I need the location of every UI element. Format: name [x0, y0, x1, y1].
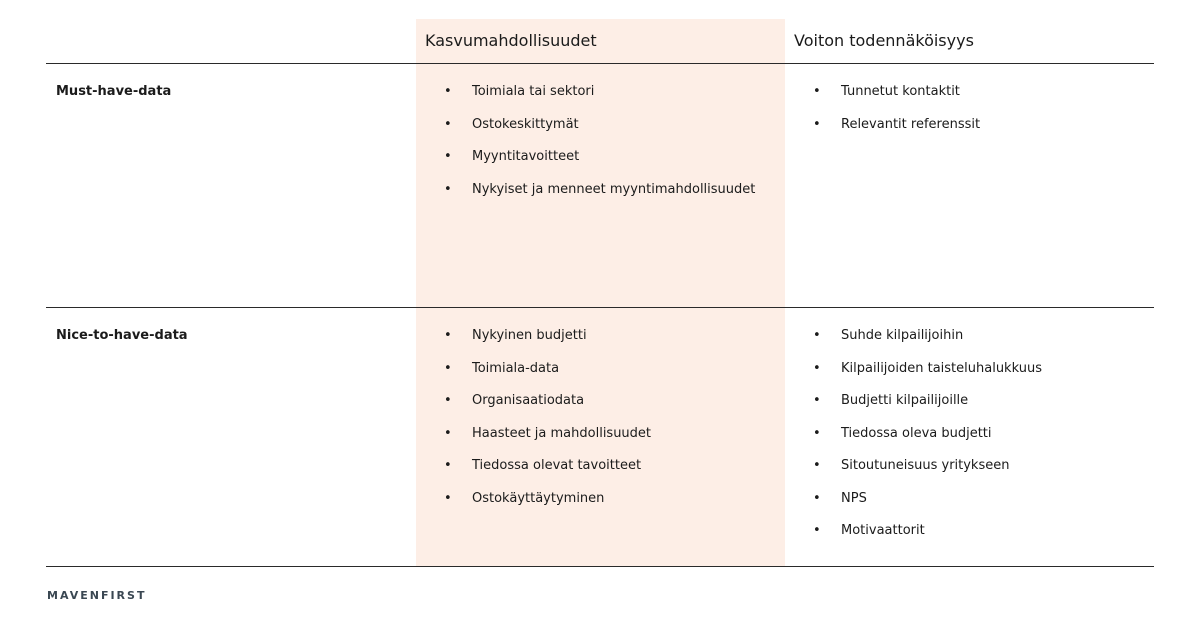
- list-item: [444, 181, 755, 214]
- row-label-nice-to-have: Nice-to-have-data: [56, 328, 188, 343]
- bullet-icon: •: [813, 116, 821, 132]
- list-item-text: Suhde kilpailijoihin: [841, 328, 964, 343]
- list-item: [444, 457, 651, 490]
- list-item: [444, 360, 651, 393]
- list-item-text: Budjetti kilpailijoille: [841, 393, 969, 408]
- list-item-text: Myyntitavoitteet: [472, 149, 580, 164]
- divider-bottom: [46, 566, 1154, 567]
- list-item: [813, 83, 980, 116]
- list-item-text: Toimiala-data: [472, 360, 560, 376]
- list-item: [444, 490, 651, 523]
- bullet-icon: •: [813, 523, 821, 538]
- list-item: [444, 327, 651, 360]
- list-item: [813, 116, 980, 149]
- list-item: [813, 360, 1042, 393]
- list-item-text: Tiedossa olevat tavoitteet: [472, 458, 642, 473]
- list-item: [444, 116, 755, 149]
- column-header-win-probability: Voiton todennäköisyys: [794, 31, 974, 50]
- list-item: [813, 425, 1042, 458]
- bullet-icon: •: [444, 328, 452, 343]
- bullet-icon: •: [444, 181, 452, 197]
- bullet-icon: •: [813, 393, 821, 408]
- list-item-text: NPS: [841, 490, 867, 506]
- nice-to-have-win-list: [813, 327, 1042, 555]
- column-header-growth: Kasvumahdollisuudet: [425, 31, 597, 50]
- bullet-icon: •: [813, 360, 821, 376]
- bullet-icon: •: [444, 425, 452, 441]
- list-item: [444, 148, 755, 181]
- bullet-icon: •: [813, 458, 821, 473]
- list-item-text: Ostokeskittymät: [472, 116, 579, 132]
- bullet-icon: •: [813, 328, 821, 343]
- bullet-icon: •: [444, 458, 452, 473]
- list-item: [813, 392, 1042, 425]
- nice-to-have-growth-list: [444, 327, 651, 522]
- row-label-must-have: Must-have-data: [56, 84, 172, 99]
- list-item: [444, 83, 755, 116]
- list-item: [813, 457, 1042, 490]
- list-item-text: Organisaatiodata: [472, 393, 585, 408]
- must-have-win-list: [813, 83, 980, 148]
- bullet-icon: •: [444, 490, 452, 506]
- list-item-text: Relevantit referenssit: [841, 116, 981, 132]
- list-item-text: Toimiala tai sektori: [472, 84, 595, 99]
- must-have-growth-list: [444, 83, 755, 213]
- list-item-text: Tunnetut kontaktit: [841, 84, 960, 99]
- list-item-text: Ostokäyttäytyminen: [472, 490, 605, 506]
- list-item-text: Haasteet ja mahdollisuudet: [472, 425, 652, 441]
- list-item: [813, 327, 1042, 360]
- bullet-icon: •: [444, 84, 452, 99]
- brand-logo-text: MAVENFIRST: [47, 589, 147, 602]
- list-item-text: Nykyinen budjetti: [472, 328, 587, 343]
- list-item: [813, 522, 1042, 555]
- bullet-icon: •: [444, 149, 452, 164]
- divider-top: [46, 63, 1154, 64]
- bullet-icon: •: [444, 393, 452, 408]
- bullet-icon: •: [813, 490, 821, 506]
- list-item-text: Kilpailijoiden taisteluhalukkuus: [841, 360, 1042, 376]
- list-item-text: Nykyiset ja menneet myyntimahdollisuudet: [472, 181, 756, 197]
- list-item: [444, 392, 651, 425]
- list-item-text: Motivaattorit: [841, 523, 925, 538]
- bullet-icon: •: [444, 116, 452, 132]
- bullet-icon: •: [444, 360, 452, 376]
- divider-middle: [46, 307, 1154, 308]
- bullet-icon: •: [813, 84, 821, 99]
- list-item-text: Sitoutuneisuus yritykseen: [841, 458, 1010, 473]
- list-item: [813, 490, 1042, 523]
- list-item-text: Tiedossa oleva budjetti: [841, 425, 992, 441]
- list-item: [444, 425, 651, 458]
- bullet-icon: •: [813, 425, 821, 441]
